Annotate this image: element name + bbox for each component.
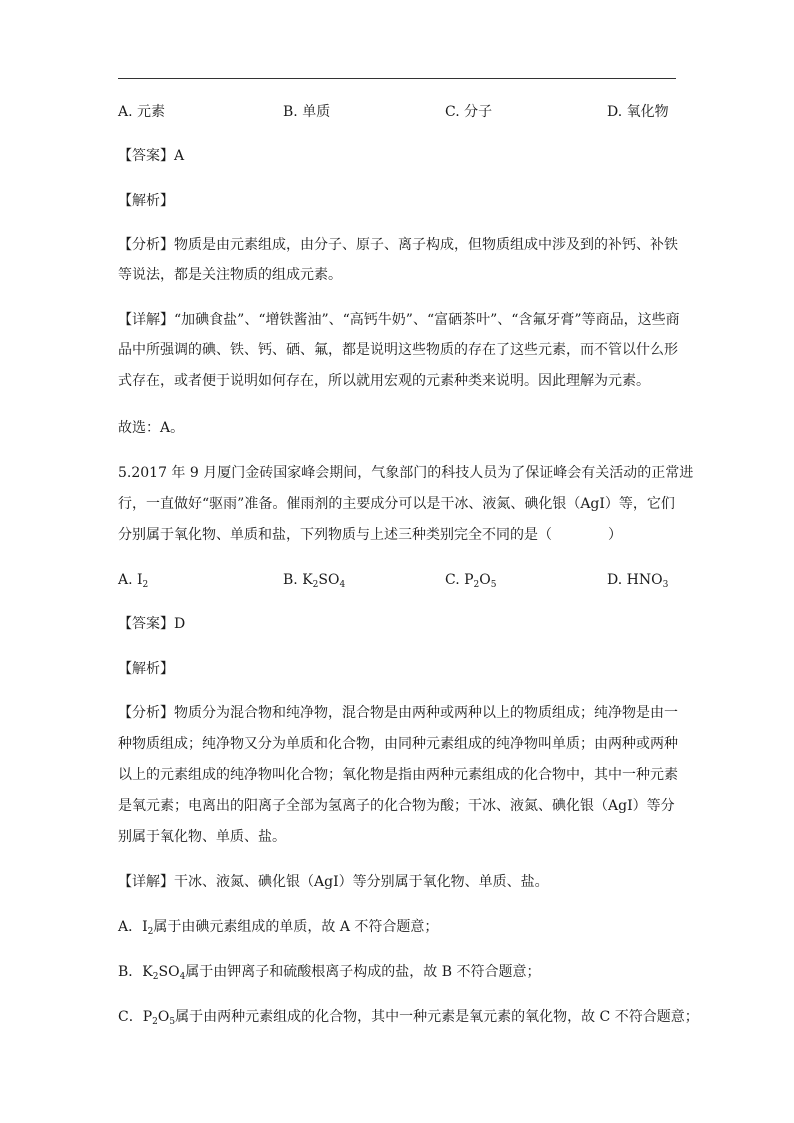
q4-fenxi-line-1: 【分析】物质是由元素组成，由分子、原子、离子构成，但物质组成中涉及到的补钙、补铁	[118, 237, 678, 253]
q5-fenxi-line-1: 【分析】物质分为混合物和纯净物，混合物是由两种或两种以上的物质组成；纯净物是由一	[118, 705, 678, 721]
q5-option-b	[283, 570, 345, 590]
q5-item-b-mid: SO	[158, 964, 180, 980]
q5-item-c-mid: O	[157, 1009, 170, 1025]
q5-fenxi-line-3: 以上的元素组成的纯净物叫化合物；氧化物是指由两种元素组成的化合物中，其中一种元素	[118, 767, 678, 783]
q5-item-c-text: 属于由两种元素组成的化合物，其中一种元素是氧元素的氧化物，故 C 不符合题意；	[175, 1009, 699, 1025]
q5-item-a-text: 属于由碘元素组成的单质，故 A 不符合题意；	[153, 919, 439, 935]
q5-option-b-sub1: 2	[312, 580, 319, 590]
q4-xiangjie-line-1: 【详解】“加碘食盐”、“增铁酱油”、“高钙牛奶”、“富硒茶叶”、“含氟牙膏”等商品，这些商	[118, 312, 680, 328]
q5-fenxi-line-5: 别属于氧化物、单质、盐。	[118, 829, 286, 845]
q5-item-c-label: C．P	[118, 1009, 153, 1025]
q5-stem-line-2: 行，一直做好“驱雨”准备。催雨剂的主要成分可以是干冰、液氮、碘化银（AgI）等，它们	[118, 496, 675, 512]
q4-option-b: B. 单质	[283, 104, 331, 120]
q5-answer: 【答案】D	[118, 616, 186, 632]
q5-stem-line-3	[118, 525, 622, 545]
q5-item-c	[118, 1007, 699, 1027]
q4-option-c: C. 分子	[445, 104, 493, 120]
q5-item-c-sub2: 5	[169, 1017, 176, 1027]
q5-xiangjie: 【详解】干冰、液氮、碘化银（AgI）等分别属于氧化物、单质、盐。	[118, 874, 549, 890]
q5-option-a-sub: 2	[142, 580, 149, 590]
q5-option-d	[607, 570, 668, 590]
q5-option-d-label: D. HNO	[607, 572, 663, 588]
q5-option-c	[445, 570, 497, 590]
q5-option-c-sub2: 5	[490, 580, 497, 590]
q5-item-a-sub: 2	[147, 927, 154, 937]
q5-item-b-text: 属于由钾离子和硫酸根离子构成的盐，故 B 不符合题意；	[185, 964, 541, 980]
q5-option-c-label: C. P	[445, 572, 474, 588]
q5-option-a	[118, 570, 148, 590]
q4-choose: 故选：A。	[118, 420, 185, 436]
q5-option-c-sub1: 2	[473, 580, 480, 590]
q5-item-b-sub2: 4	[179, 972, 186, 982]
q4-fenxi-line-2: 等说法，都是关注物质的组成元素。	[118, 267, 342, 283]
q5-analysis-heading: 【解析】	[118, 661, 174, 677]
q5-stem-close: ）	[608, 527, 622, 543]
q4-xiangjie-line-2: 品中所强调的碘、铁、钙、硒、氟，都是说明这些物质的存在了这些元素，而不管以什么形	[118, 342, 678, 358]
q4-xiangjie-line-3: 式存在，或者便于说明如何存在，所以就用宏观的元素种类来说明。因此理解为元素。	[118, 373, 650, 389]
q5-fenxi-line-4: 是氧元素；电离出的阳离子全部为氢离子的化合物为酸；干冰、液氮、碘化银（AgI）等分	[118, 798, 675, 814]
q5-option-b-label: B. K	[283, 572, 313, 588]
q5-stem-line-3-text: 分别属于氧化物、单质和盐，下列物质与上述三种类别完全不同的是（	[118, 527, 552, 543]
q5-option-c-mid: O	[479, 572, 491, 588]
q5-stem-line-1: 5.2017 年 9 月厦门金砖国家峰会期间，气象部门的科技人员为了保证峰会有关活动的正常进	[118, 465, 694, 481]
q5-option-a-label: A. I	[118, 572, 143, 588]
q5-option-b-sub2: 4	[339, 580, 346, 590]
q5-option-b-mid: SO	[318, 572, 340, 588]
q4-answer: 【答案】A	[118, 148, 185, 164]
header-rule	[118, 78, 676, 79]
q5-option-d-sub: 3	[662, 580, 669, 590]
q5-item-b-sub1: 2	[152, 972, 159, 982]
q5-item-a-label: A．I	[118, 919, 148, 935]
q4-option-d: D. 氧化物	[607, 104, 669, 120]
q5-item-b	[118, 962, 540, 982]
q4-analysis-heading: 【解析】	[118, 193, 174, 209]
q5-item-a	[118, 917, 438, 937]
q5-item-b-label: B．K	[118, 964, 153, 980]
q4-option-a: A. 元素	[118, 104, 166, 120]
q5-fenxi-line-2: 种物质组成；纯净物又分为单质和化合物，由同种元素组成的纯净物叫单质；由两种或两种	[118, 736, 678, 752]
q5-item-c-sub1: 2	[152, 1017, 158, 1027]
